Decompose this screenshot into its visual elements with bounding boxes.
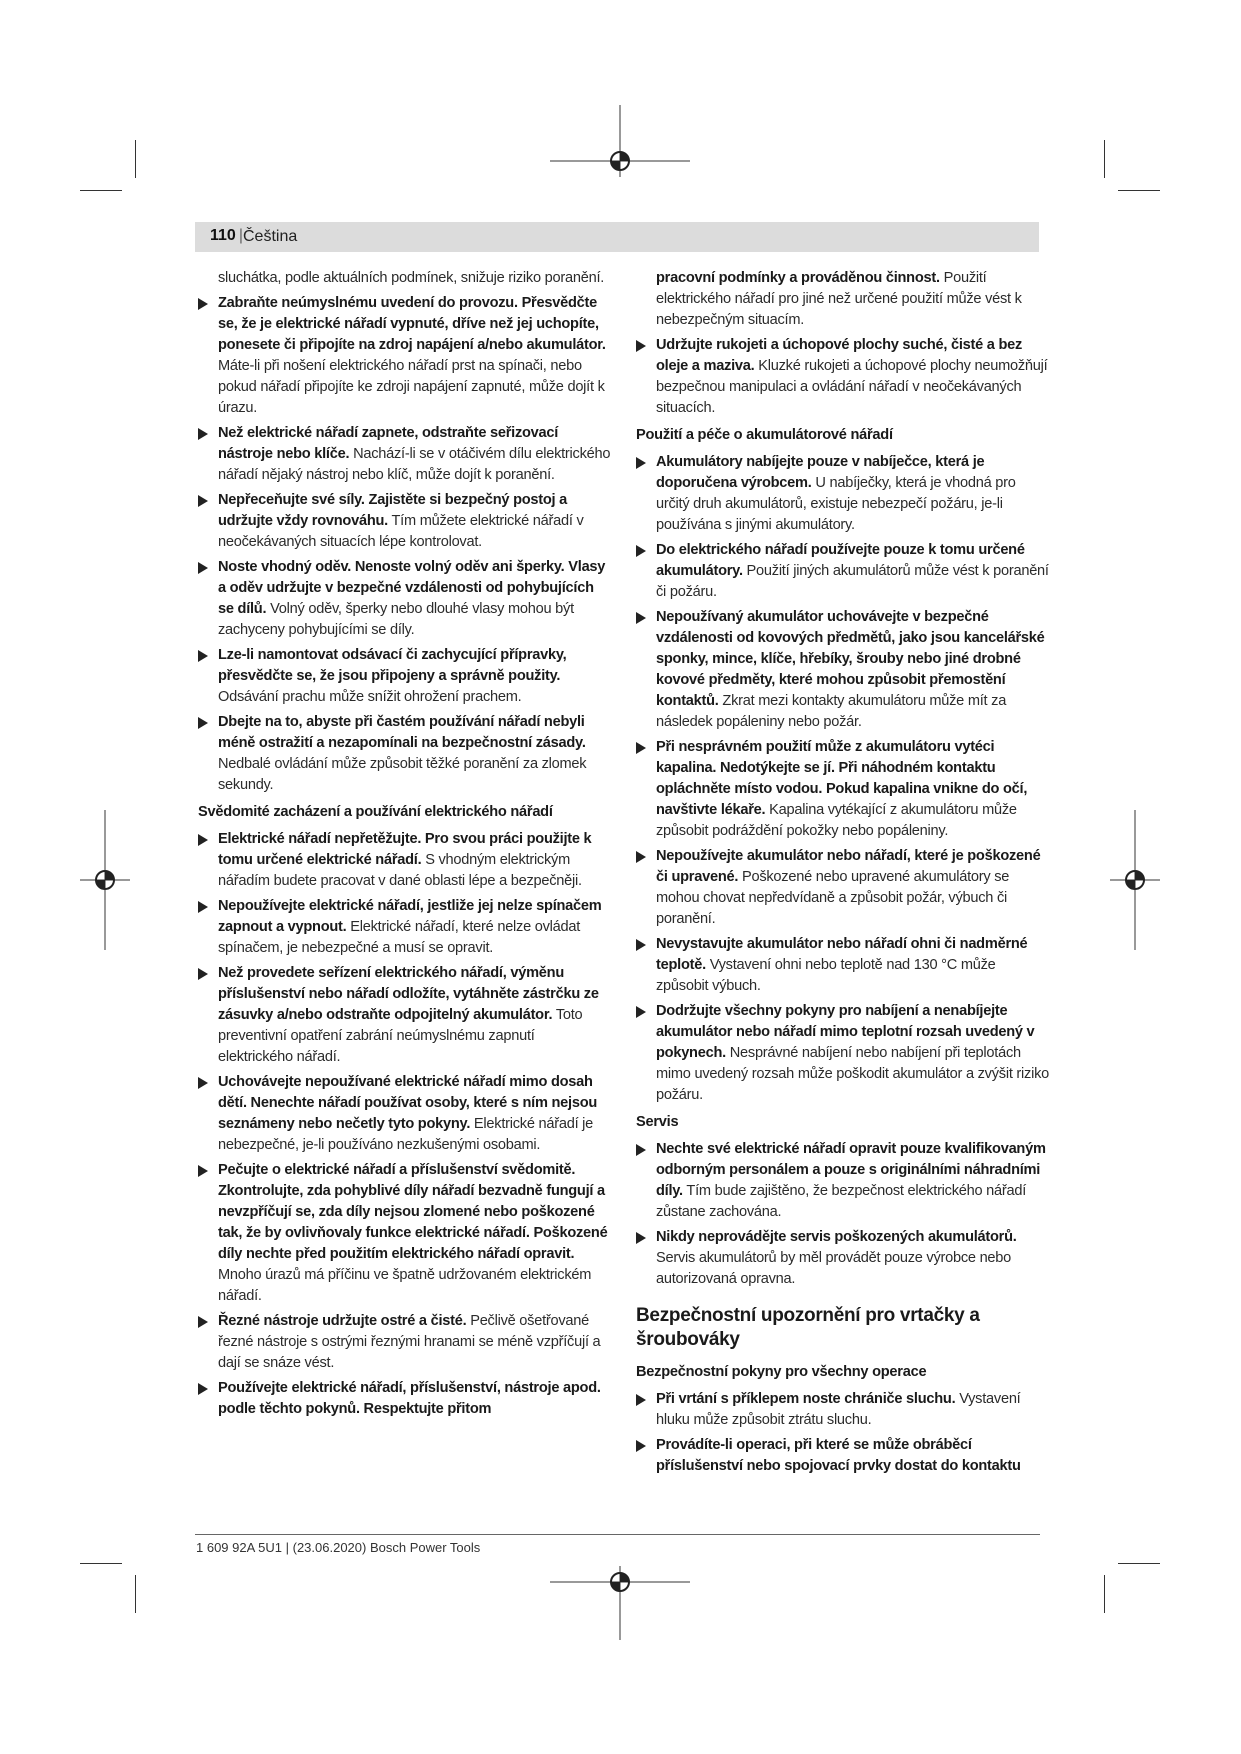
bullet-item-text: Elektrické nářadí, které nelze ovládat spínačem, je nebezpečné a musí se opravit. [218, 919, 581, 956]
triangle-bullet-icon [636, 1440, 646, 1452]
bullet-item-text: U nabíječky, která je vhodná pro určitý druh akumulátorů, existuje nebezpečí požáru, je-li používána s jinými akumulátory. [656, 475, 1016, 533]
bullet-item-bold: Nevystavujte akumulátor nebo nářadí ohni či nadměrné teplotě. [656, 936, 1028, 973]
triangle-bullet-icon [198, 968, 208, 980]
bullet-item-bold: Řezné nástroje udržujte ostré a čisté. [218, 1313, 467, 1329]
bullet-item-bold: Nechte své elektrické nářadí opravit pouze kvalifikovaným odborným personálem a pouze s originálními náhradními díly. [656, 1141, 1046, 1199]
subheading-handling: Svědomité zacházení a používání elektrického nářadí [198, 804, 553, 820]
right-list-d [636, 1389, 1051, 1477]
bullet-item-bold: Pečujte o elektrické nářadí a příslušenství svědomitě. Zkontrolujte, zda pohyblivé díly nářadí bezvadně fungují a nevzpříčují se, zda díly nejsou zlomené nebo poškozené tak, že by ovlivňovaly funkce elektrické nářadí. Poškozené díly nechte před použitím elektrického nářadí opravit. [218, 1162, 608, 1262]
bullet-item [636, 607, 1051, 733]
bullet-item-text: Nesprávné nabíjení nebo nabíjení při teplotách mimo uvedený rozsah může poškodit akumulátor a zvýšit riziko požáru. [656, 1045, 1049, 1103]
bullet-item-bold: Při nesprávném použití může z akumulátoru vytéci kapalina. Nedotýkejte se jí. Při náhodném kontaktu opláchněte místo vodou. Pokud kapalina vnikne do očí, navštivte lékaře. [656, 739, 1028, 818]
triangle-bullet-icon [636, 457, 646, 469]
bullet-item [636, 452, 1051, 536]
left-list-a [198, 293, 613, 796]
bullet-item [198, 829, 613, 892]
bullet-item-bold: Akumulátory nabíjejte pouze v nabíječce, která je doporučena výrobcem. [656, 454, 985, 491]
bullet-item-text: Kapalina vytékající z akumulátoru může způsobit podráždění pokožky nebo popáleniny. [656, 802, 1017, 839]
continued-paragraph: sluchátka, podle aktuálních podmínek, snižuje riziko poranění. [218, 270, 605, 286]
triangle-bullet-icon [636, 1232, 646, 1244]
bullet-item-text: Tím můžete elektrické nářadí v neočekávaných situacích lépe kontrolovat. [218, 513, 584, 550]
bullet-item-text: Vystavení hluku může způsobit ztrátu sluchu. [656, 1391, 1021, 1428]
bullet-item [636, 540, 1051, 603]
crop-mark-bottom-right [1104, 1575, 1105, 1613]
bullet-item-text: Mnoho úrazů má příčinu ve špatně udržovaném elektrickém nářadí. [218, 1267, 592, 1304]
bullet-item-bold: Uchovávejte nepoužívané elektrické nářadí mimo dosah dětí. Nenechte nářadí používat osoby, které s ním nejsou seznámeny nebo nečetly tyto pokyny. [218, 1074, 598, 1132]
bullet-item-bold: Než provedete seřízení elektrického nářadí, výměnu příslušenství nebo nářadí odložíte, vytáhněte zástrčku ze zásuvky a/nebo odstraňte odpojitelný akumulátor. [218, 965, 599, 1023]
triangle-bullet-icon [198, 717, 208, 729]
triangle-bullet-icon [198, 650, 208, 662]
triangle-bullet-icon [636, 1394, 646, 1406]
subheading-all-operations: Bezpečnostní pokyny pro všechny operace [636, 1364, 927, 1380]
bullet-item-text: Tím bude zajištěno, že bezpečnost elektrického nářadí zůstane zachována. [656, 1183, 1027, 1220]
bullet-item-text: Použití jiných akumulátorů může vést k poranění či požáru. [656, 563, 1049, 600]
bullet-item-text: Pečlivě ošetřované řezné nástroje s ostrými řeznými hranami se méně vzpříčují a dají se snáze vést. [218, 1313, 601, 1371]
registration-mark-left-icon [80, 810, 130, 950]
crop-mark-bottom-left-h [80, 1563, 122, 1564]
bullet-item-bold: Do elektrického nářadí používejte pouze k tomu určené akumulátory. [656, 542, 1025, 579]
bullet-item [198, 1072, 613, 1156]
continued-paragraph: pracovní podmínky a prováděnou činnost. Použití elektrického nářadí pro jiné než určené použití může vést k nebezpečným situacím. [656, 270, 1022, 328]
registration-mark-top-icon [550, 105, 690, 185]
page-language: Čeština [243, 228, 298, 245]
section-title-drills: Bezpečnostní upozornění pro vrtačky a šroubováky [636, 1305, 980, 1350]
registration-mark-bottom-icon [550, 1560, 690, 1640]
right-column [636, 268, 1051, 1481]
bullet-item [636, 1001, 1051, 1106]
bullet-item [636, 1435, 1051, 1477]
bullet-item [636, 934, 1051, 997]
page-header-band [195, 222, 1039, 252]
bullet-item [198, 963, 613, 1068]
bullet-item-text: Zkrat mezi kontakty akumulátoru může mít za následek popáleniny nebo požár. [656, 693, 1007, 730]
bullet-item-bold: Provádíte-li operaci, při které se může obráběcí příslušenství nebo spojovací prvky dostat do kontaktu [656, 1437, 1021, 1474]
bullet-item [198, 1378, 613, 1420]
crop-mark-top-right-h [1118, 190, 1160, 191]
bullet-item-bold: Nepoužívaný akumulátor uchovávejte v bezpečné vzdálenosti od kovových předmětů, jako jsou kancelářské sponky, mince, klíče, hřebíky, šrouby nebo jiné drobné kovové předměty, které mohou způsobit přemostění kontaktů. [656, 609, 1045, 709]
triangle-bullet-icon [198, 562, 208, 574]
triangle-bullet-icon [636, 1006, 646, 1018]
triangle-bullet-icon [198, 834, 208, 846]
crop-mark-top-left-h [80, 190, 122, 191]
bullet-item [636, 1227, 1051, 1290]
bullet-item [636, 335, 1051, 419]
triangle-bullet-icon [198, 1316, 208, 1328]
triangle-bullet-icon [636, 1144, 646, 1156]
page-number: 110 | [210, 227, 243, 244]
bullet-item [198, 293, 613, 419]
bullet-item-text: Máte-li při nošení elektrického nářadí prst na spínači, nebo pokud nářadí připojíte ke zdroji napájení zapnuté, může dojít k úrazu. [218, 358, 605, 416]
triangle-bullet-icon [636, 939, 646, 951]
bullet-item-bold: Nepřeceňujte své síly. Zajistěte si bezpečný postoj a udržujte vždy rovnováhu. [218, 492, 568, 529]
bullet-item-text: Nedbalé ovládání může způsobit těžké poranění za zlomek sekundy. [218, 756, 587, 793]
bullet-item [198, 423, 613, 486]
triangle-bullet-icon [198, 495, 208, 507]
right-list-b [636, 452, 1051, 1106]
bullet-item-text: Odsávání prachu může snížit ohrožení prachem. [218, 689, 522, 705]
bullet-item-text: Toto preventivní opatření zabrání neúmyslnému zapnutí elektrického nářadí. [218, 1007, 583, 1065]
left-column [198, 268, 613, 1424]
triangle-bullet-icon [636, 545, 646, 557]
bullet-item [198, 645, 613, 708]
bullet-item-bold: Nikdy neprovádějte servis poškozených akumulátorů. [656, 1229, 1017, 1245]
bullet-item-bold: Lze-li namontovat odsávací či zachycující přípravky, přesvědčte se, že jsou připojeny a správně použity. [218, 647, 567, 684]
bullet-item [636, 846, 1051, 930]
triangle-bullet-icon [198, 428, 208, 440]
right-list-a [636, 335, 1051, 419]
bullet-item-bold: Zabraňte neúmyslnému uvedení do provozu. Přesvědčte se, že je elektrické nářadí vypnuté, dříve než jej uchopíte, ponesete či připojíte na zdroj napájení a/nebo akumulátor. [218, 295, 606, 353]
bullet-item-bold: Používejte elektrické nářadí, příslušenství, nástroje apod. podle těchto pokynů. Respektujte přitom [218, 1380, 601, 1417]
bullet-item-bold: Při vrtání s příklepem noste chrániče sluchu. [656, 1391, 956, 1407]
right-list-c [636, 1139, 1051, 1290]
bullet-item [198, 1311, 613, 1374]
triangle-bullet-icon [636, 742, 646, 754]
bullet-item-bold: Nepoužívejte akumulátor nebo nářadí, které je poškozené či upravené. [656, 848, 1041, 885]
crop-mark-bottom-left [135, 1575, 136, 1613]
bullet-item-text: Elektrické nářadí je nebezpečné, je-li používáno nezkušenými osobami. [218, 1116, 594, 1153]
bullet-item-bold: Elektrické nářadí nepřetěžujte. Pro svou práci použijte k tomu určené elektrické nářadí. [218, 831, 592, 868]
subheading-service: Servis [636, 1114, 679, 1130]
bullet-item [198, 896, 613, 959]
triangle-bullet-icon [636, 851, 646, 863]
crop-mark-top-right [1104, 140, 1105, 178]
triangle-bullet-icon [198, 1165, 208, 1177]
crop-mark-top-left [135, 140, 136, 178]
page-footer: 1 609 92A 5U1 | (23.06.2020) Bosch Power Tools [196, 1540, 481, 1555]
registration-mark-right-icon [1110, 810, 1160, 950]
bullet-item-text: Poškozené nebo upravené akumulátory se mohou chovat nepředvídaně a způsobit požár, výbuch či poranění. [656, 869, 1010, 927]
bullet-item-text: Servis akumulátorů by měl provádět pouze výrobce nebo autorizovaná opravna. [656, 1250, 1012, 1287]
bullet-item-text: S vhodným elektrickým nářadím budete pracovat v dané oblasti lépe a bezpečněji. [218, 852, 582, 889]
bullet-item-bold: Dbejte na to, abyste při častém používání nářadí nebyli méně ostražití a nezapomínali na bezpečnostní zásady. [218, 714, 586, 751]
bullet-item [636, 1389, 1051, 1431]
subheading-battery-tools: Použití a péče o akumulátorové nářadí [636, 427, 893, 443]
bullet-item [636, 737, 1051, 842]
bullet-item-bold: Než elektrické nářadí zapnete, odstraňte seřizovací nástroje nebo klíče. [218, 425, 559, 462]
footer-rule [195, 1534, 1040, 1535]
triangle-bullet-icon [198, 298, 208, 310]
bullet-item-bold: Dodržujte všechny pokyny pro nabíjení a nenabíjejte akumulátor nebo nářadí mimo teplotní rozsah uvedený v pokynech. [656, 1003, 1035, 1061]
bullet-item [198, 490, 613, 553]
bullet-item-text: Nachází-li se v otáčivém dílu elektrického nářadí nějaký nástroj nebo klíč, může dojít k poranění. [218, 446, 611, 483]
bullet-item-text: Kluzké rukojeti a úchopové plochy neumožňují bezpečnou manipulaci a ovládání nářadí v neočekávaných situacích. [656, 358, 1048, 416]
triangle-bullet-icon [636, 612, 646, 624]
bullet-item [636, 1139, 1051, 1223]
bullet-item [198, 1160, 613, 1307]
crop-mark-bottom-right-h [1118, 1563, 1160, 1564]
bullet-item-bold: Udržujte rukojeti a úchopové plochy suché, čisté a bez oleje a maziva. [656, 337, 1023, 374]
bullet-item-text: Vystavení ohni nebo teplotě nad 130 °C může způsobit výbuch. [656, 957, 996, 994]
bullet-item-bold: Noste vhodný oděv. Nenoste volný oděv ani šperky. Vlasy a oděv udržujte v bezpečné vzdálenosti od pohybujících se dílů. [218, 559, 606, 617]
triangle-bullet-icon [198, 1383, 208, 1395]
triangle-bullet-icon [636, 340, 646, 352]
bullet-item [198, 712, 613, 796]
triangle-bullet-icon [198, 901, 208, 913]
left-list-b [198, 829, 613, 1420]
bullet-item-text: Volný oděv, šperky nebo dlouhé vlasy mohou být zachyceny pohybujícími se díly. [218, 601, 574, 638]
bullet-item [198, 557, 613, 641]
bullet-item-bold: Nepoužívejte elektrické nářadí, jestliže jej nelze spínačem zapnout a vypnout. [218, 898, 602, 935]
triangle-bullet-icon [198, 1077, 208, 1089]
